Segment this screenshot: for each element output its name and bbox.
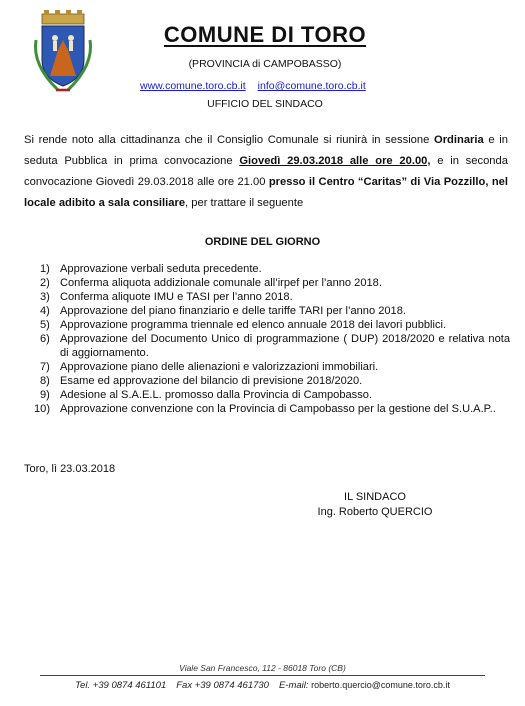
agenda-item bbox=[40, 276, 510, 290]
agenda-item-number: 8) bbox=[40, 375, 50, 387]
agenda-title: ORDINE DEL GIORNO bbox=[204, 236, 321, 248]
intro-text-2: e in seduta Pubblica in prima convocazione bbox=[24, 134, 508, 167]
page-title: COMUNE DI TORO bbox=[163, 22, 367, 47]
agenda-item bbox=[40, 374, 510, 388]
agenda-item-text: Conferma aliquota addizionale comunale all’irpef per l’anno 2018. bbox=[60, 277, 382, 289]
contact-links bbox=[140, 80, 366, 92]
province-subtitle: (PROVINCIA di CAMPOBASSO) bbox=[188, 58, 342, 70]
agenda-item bbox=[40, 360, 510, 374]
agenda-item-number: 1) bbox=[40, 263, 50, 275]
agenda-item-number: 10) bbox=[34, 403, 51, 415]
office-label: UFFICIO DEL SINDACO bbox=[207, 98, 323, 110]
agenda-item-number: 4) bbox=[40, 305, 50, 317]
agenda-item-text: Approvazione del piano finanziario e delle tariffe TARI per l’anno 2018. bbox=[60, 305, 406, 317]
signature-block bbox=[300, 490, 450, 520]
agenda-item bbox=[34, 402, 510, 416]
agenda-item bbox=[40, 290, 510, 304]
agenda-item-text: Esame ed approvazione del bilancio di previsione 2018/2020. bbox=[60, 375, 363, 387]
agenda-item-text: Approvazione programma triennale ed elenco annuale 2018 dei lavori pubblici. bbox=[60, 319, 447, 331]
agenda-item bbox=[40, 388, 510, 402]
agenda-item-text: Approvazione del Documento Unico di programmazione ( DUP) 2018/2020 e relativa nota di aggiornamento. bbox=[60, 333, 510, 359]
footer-fax: Fax +39 0874 461730 bbox=[176, 680, 269, 691]
footer-email-label: E-mail: bbox=[278, 680, 309, 691]
footer-email[interactable]: roberto.quercio@comune.toro.cb.it bbox=[311, 680, 450, 690]
agenda-item bbox=[40, 318, 510, 332]
agenda-item-number: 7) bbox=[40, 361, 50, 373]
intro-text-4: , per trattare il seguente bbox=[185, 197, 304, 209]
agenda-item-number: 5) bbox=[40, 319, 50, 331]
meeting-location: presso il Centro “Caritas” di Via Pozzillo, nel locale adibito a sala consiliare bbox=[24, 176, 508, 209]
agenda-item-text: Approvazione verbali seduta precedente. bbox=[60, 263, 262, 275]
agenda-item bbox=[40, 262, 510, 276]
footer-phone: Tel. +39 0874 461101 bbox=[75, 680, 167, 691]
website-link[interactable]: www.comune.toro.cb.it bbox=[140, 80, 246, 92]
agenda-item-number: 3) bbox=[40, 291, 50, 303]
footer-contacts bbox=[0, 680, 525, 691]
agenda-item-number: 9) bbox=[40, 389, 50, 401]
agenda-item-number: 2) bbox=[40, 277, 50, 289]
agenda-item-text: Adesione al S.A.E.L. promosso dalla Provincia di Campobasso. bbox=[60, 389, 373, 401]
footer-divider bbox=[40, 675, 485, 676]
agenda-item-text: Approvazione convenzione con la Provincia di Campobasso per la gestione del S.U.A.P.. bbox=[60, 403, 496, 415]
intro-text-3: e in seconda convocazione Giovedì 29.03.2018 alle ore 21.00 bbox=[24, 155, 508, 188]
intro-text-1: Si rende noto alla cittadinanza che il Consiglio Comunale si riunirà in sessione bbox=[24, 134, 434, 146]
agenda-item-number: 6) bbox=[40, 333, 50, 345]
email-link[interactable]: info@comune.toro.cb.it bbox=[257, 80, 366, 92]
agenda-item-text: Conferma aliquote IMU e TASI per l’anno 2018. bbox=[60, 291, 293, 303]
municipal-crest bbox=[28, 10, 98, 94]
session-type: Ordinaria bbox=[434, 134, 484, 146]
signatory-name: Ing. Roberto QUERCIO bbox=[317, 506, 433, 518]
first-convocation-date: Giovedì 29.03.2018 alle ore 20.00, bbox=[239, 155, 431, 167]
agenda-item-text: Approvazione piano delle alienazioni e valorizzazioni immobiliari. bbox=[60, 361, 379, 373]
document-date: Toro, lì 23.03.2018 bbox=[24, 463, 116, 475]
agenda-item bbox=[40, 304, 510, 318]
agenda-item bbox=[40, 332, 510, 360]
agenda-list bbox=[34, 262, 510, 416]
notice-paragraph bbox=[24, 130, 508, 214]
footer-address: Viale San Francesco, 112 - 86018 Toro (CB) bbox=[179, 663, 346, 673]
signatory-role: IL SINDACO bbox=[344, 491, 406, 503]
